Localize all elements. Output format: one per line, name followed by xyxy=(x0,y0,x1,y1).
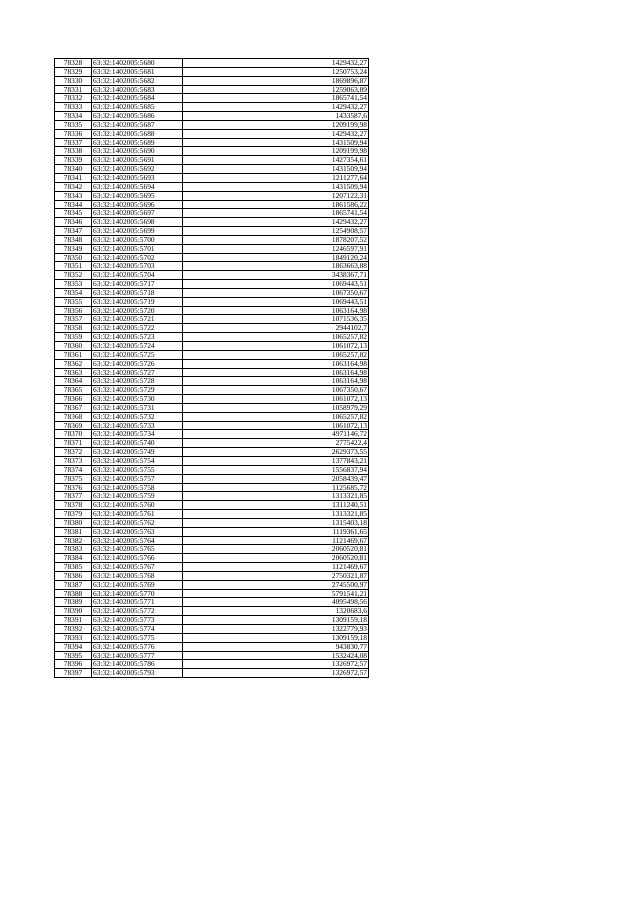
table-row xyxy=(55,633,369,642)
table-row xyxy=(55,651,369,660)
cadastral-value-cell: 1429432,27 xyxy=(183,103,369,112)
row-number-cell: 78330 xyxy=(55,76,92,85)
table-row xyxy=(55,571,369,580)
table-row xyxy=(55,492,369,501)
cadastral-number-cell: 63:32:1402005:5697 xyxy=(92,209,183,218)
table-row xyxy=(55,280,369,289)
row-number-cell: 78365 xyxy=(55,386,92,395)
row-number-cell: 78368 xyxy=(55,412,92,421)
cadastral-value-cell: 1320683,6 xyxy=(183,607,369,616)
row-number-cell: 78348 xyxy=(55,235,92,244)
cadastral-number-cell: 63:32:1402005:5729 xyxy=(92,386,183,395)
cadastral-number-cell: 63:32:1402005:5749 xyxy=(92,448,183,457)
cadastral-value-cell: 2745500,97 xyxy=(183,580,369,589)
cadastral-value-cell: 1119361,65 xyxy=(183,527,369,536)
row-number-cell: 78378 xyxy=(55,501,92,510)
row-number-cell: 78393 xyxy=(55,633,92,642)
cadastral-number-cell: 63:32:1402005:5725 xyxy=(92,350,183,359)
cadastral-number-cell: 63:32:1402005:5777 xyxy=(92,651,183,660)
cadastral-value-cell: 3438367,71 xyxy=(183,271,369,280)
table-row xyxy=(55,527,369,536)
cadastral-value-table xyxy=(54,58,369,678)
cadastral-number-cell: 63:32:1402005:5762 xyxy=(92,518,183,527)
cadastral-number-cell: 63:32:1402005:5723 xyxy=(92,333,183,342)
cadastral-number-cell: 63:32:1402005:5698 xyxy=(92,218,183,227)
cadastral-value-cell: 4095498,56 xyxy=(183,598,369,607)
cadastral-number-cell: 63:32:1402005:5732 xyxy=(92,412,183,421)
table-row xyxy=(55,642,369,651)
cadastral-value-cell: 1061072,13 xyxy=(183,342,369,351)
row-number-cell: 78346 xyxy=(55,218,92,227)
row-number-cell: 78337 xyxy=(55,138,92,147)
table-row xyxy=(55,510,369,519)
cadastral-number-cell: 63:32:1402005:5701 xyxy=(92,244,183,253)
table-row xyxy=(55,421,369,430)
table-row xyxy=(55,474,369,483)
row-number-cell: 78387 xyxy=(55,580,92,589)
table-row xyxy=(55,235,369,244)
cadastral-value-cell: 1429432,27 xyxy=(183,218,369,227)
table-row xyxy=(55,377,369,386)
cadastral-number-cell: 63:32:1402005:5694 xyxy=(92,182,183,191)
cadastral-number-cell: 63:32:1402005:5754 xyxy=(92,456,183,465)
table-row xyxy=(55,333,369,342)
table-row xyxy=(55,448,369,457)
cadastral-number-cell: 63:32:1402005:5721 xyxy=(92,315,183,324)
table-row xyxy=(55,112,369,121)
cadastral-number-cell: 63:32:1402005:5720 xyxy=(92,306,183,315)
cadastral-value-cell: 1061072,13 xyxy=(183,395,369,404)
cadastral-number-cell: 63:32:1402005:5793 xyxy=(92,669,183,678)
table-row xyxy=(55,218,369,227)
cadastral-value-cell: 1431509,94 xyxy=(183,165,369,174)
cadastral-value-cell: 1431509,94 xyxy=(183,182,369,191)
cadastral-number-cell: 63:32:1402005:5682 xyxy=(92,76,183,85)
cadastral-value-cell: 1121469,67 xyxy=(183,536,369,545)
cadastral-number-cell: 63:32:1402005:5776 xyxy=(92,642,183,651)
cadastral-number-cell: 63:32:1402005:5768 xyxy=(92,571,183,580)
row-number-cell: 78386 xyxy=(55,571,92,580)
cadastral-value-cell: 1063164,98 xyxy=(183,359,369,368)
cadastral-value-cell: 1254908,57 xyxy=(183,227,369,236)
row-number-cell: 78355 xyxy=(55,297,92,306)
cadastral-number-cell: 63:32:1402005:5769 xyxy=(92,580,183,589)
row-number-cell: 78380 xyxy=(55,518,92,527)
row-number-cell: 78377 xyxy=(55,492,92,501)
cadastral-number-cell: 63:32:1402005:5681 xyxy=(92,67,183,76)
cadastral-number-cell: 63:32:1402005:5730 xyxy=(92,395,183,404)
cadastral-number-cell: 63:32:1402005:5722 xyxy=(92,324,183,333)
row-number-cell: 78395 xyxy=(55,651,92,660)
cadastral-value-cell: 1849120,24 xyxy=(183,253,369,262)
row-number-cell: 78341 xyxy=(55,173,92,182)
cadastral-number-cell: 63:32:1402005:5759 xyxy=(92,492,183,501)
table-row xyxy=(55,324,369,333)
table-row xyxy=(55,403,369,412)
row-number-cell: 78359 xyxy=(55,333,92,342)
table-row xyxy=(55,306,369,315)
cadastral-number-cell: 63:32:1402005:5699 xyxy=(92,227,183,236)
row-number-cell: 78354 xyxy=(55,288,92,297)
table-row xyxy=(55,67,369,76)
table-row xyxy=(55,315,369,324)
cadastral-number-cell: 63:32:1402005:5764 xyxy=(92,536,183,545)
cadastral-value-cell: 1313321,85 xyxy=(183,510,369,519)
row-number-cell: 78350 xyxy=(55,253,92,262)
cadastral-number-cell: 63:32:1402005:5733 xyxy=(92,421,183,430)
cadastral-number-cell: 63:32:1402005:5689 xyxy=(92,138,183,147)
table-row xyxy=(55,580,369,589)
table-row xyxy=(55,200,369,209)
cadastral-value-cell: 2060520,81 xyxy=(183,554,369,563)
table-row xyxy=(55,297,369,306)
cadastral-number-cell: 63:32:1402005:5692 xyxy=(92,165,183,174)
row-number-cell: 78379 xyxy=(55,510,92,519)
table-row xyxy=(55,94,369,103)
cadastral-number-cell: 63:32:1402005:5684 xyxy=(92,94,183,103)
table-row xyxy=(55,536,369,545)
cadastral-number-cell: 63:32:1402005:5740 xyxy=(92,439,183,448)
cadastral-number-cell: 63:32:1402005:5687 xyxy=(92,120,183,129)
table-row xyxy=(55,439,369,448)
cadastral-number-cell: 63:32:1402005:5726 xyxy=(92,359,183,368)
cadastral-number-cell: 63:32:1402005:5755 xyxy=(92,465,183,474)
row-number-cell: 78367 xyxy=(55,403,92,412)
cadastral-value-cell: 1326972,57 xyxy=(183,660,369,669)
row-number-cell: 78349 xyxy=(55,244,92,253)
table-row xyxy=(55,129,369,138)
row-number-cell: 78360 xyxy=(55,342,92,351)
table-row xyxy=(55,209,369,218)
cadastral-value-cell: 1532424,08 xyxy=(183,651,369,660)
table-row xyxy=(55,483,369,492)
cadastral-number-cell: 63:32:1402005:5786 xyxy=(92,660,183,669)
cadastral-value-cell: 1246597,91 xyxy=(183,244,369,253)
cadastral-value-cell: 1309159,18 xyxy=(183,633,369,642)
cadastral-number-cell: 63:32:1402005:5691 xyxy=(92,156,183,165)
row-number-cell: 78334 xyxy=(55,112,92,121)
table-row xyxy=(55,182,369,191)
table-row xyxy=(55,563,369,572)
table-row xyxy=(55,386,369,395)
row-number-cell: 78363 xyxy=(55,368,92,377)
table-row xyxy=(55,395,369,404)
cadastral-value-cell: 1063164,98 xyxy=(183,306,369,315)
cadastral-value-cell: 5791541,21 xyxy=(183,589,369,598)
cadastral-number-cell: 63:32:1402005:5727 xyxy=(92,368,183,377)
cadastral-number-cell: 63:32:1402005:5703 xyxy=(92,262,183,271)
cadastral-number-cell: 63:32:1402005:5757 xyxy=(92,474,183,483)
row-number-cell: 78364 xyxy=(55,377,92,386)
row-number-cell: 78345 xyxy=(55,209,92,218)
row-number-cell: 78382 xyxy=(55,536,92,545)
table-row xyxy=(55,598,369,607)
cadastral-value-cell: 1250753,24 xyxy=(183,67,369,76)
row-number-cell: 78384 xyxy=(55,554,92,563)
cadastral-value-cell: 1067350,67 xyxy=(183,288,369,297)
cadastral-value-cell: 1065257,82 xyxy=(183,333,369,342)
cadastral-value-cell: 1121469,67 xyxy=(183,563,369,572)
cadastral-number-cell: 63:32:1402005:5760 xyxy=(92,501,183,510)
row-number-cell: 78372 xyxy=(55,448,92,457)
cadastral-value-cell: 2775422,4 xyxy=(183,439,369,448)
cadastral-value-cell: 1125685,72 xyxy=(183,483,369,492)
row-number-cell: 78375 xyxy=(55,474,92,483)
row-number-cell: 78328 xyxy=(55,59,92,68)
cadastral-number-cell: 63:32:1402005:5767 xyxy=(92,563,183,572)
row-number-cell: 78381 xyxy=(55,527,92,536)
row-number-cell: 78343 xyxy=(55,191,92,200)
table-row xyxy=(55,59,369,68)
table-row xyxy=(55,342,369,351)
row-number-cell: 78391 xyxy=(55,616,92,625)
row-number-cell: 78370 xyxy=(55,430,92,439)
row-number-cell: 78347 xyxy=(55,227,92,236)
table-row xyxy=(55,554,369,563)
table-row xyxy=(55,120,369,129)
table-row xyxy=(55,607,369,616)
cadastral-number-cell: 63:32:1402005:5772 xyxy=(92,607,183,616)
table-row xyxy=(55,501,369,510)
cadastral-number-cell: 63:32:1402005:5717 xyxy=(92,280,183,289)
cadastral-value-cell: 1063164,98 xyxy=(183,368,369,377)
cadastral-number-cell: 63:32:1402005:5690 xyxy=(92,147,183,156)
cadastral-value-cell: 1431509,94 xyxy=(183,138,369,147)
cadastral-value-cell: 1313321,85 xyxy=(183,492,369,501)
cadastral-value-cell: 1322779,93 xyxy=(183,625,369,634)
cadastral-value-cell: 2060520,81 xyxy=(183,545,369,554)
cadastral-value-cell: 1433587,6 xyxy=(183,112,369,121)
row-number-cell: 78344 xyxy=(55,200,92,209)
table-row xyxy=(55,271,369,280)
cadastral-number-cell: 63:32:1402005:5702 xyxy=(92,253,183,262)
row-number-cell: 78374 xyxy=(55,465,92,474)
cadastral-number-cell: 63:32:1402005:5766 xyxy=(92,554,183,563)
table-row xyxy=(55,359,369,368)
cadastral-value-cell: 943830,77 xyxy=(183,642,369,651)
table-row xyxy=(55,518,369,527)
row-number-cell: 78371 xyxy=(55,439,92,448)
table-row xyxy=(55,660,369,669)
cadastral-value-cell: 1065257,82 xyxy=(183,350,369,359)
cadastral-value-cell: 1207122,31 xyxy=(183,191,369,200)
row-number-cell: 78340 xyxy=(55,165,92,174)
cadastral-value-cell: 1209199,98 xyxy=(183,120,369,129)
cadastral-value-cell: 1071536,35 xyxy=(183,315,369,324)
cadastral-number-cell: 63:32:1402005:5704 xyxy=(92,271,183,280)
table-row xyxy=(55,616,369,625)
cadastral-number-cell: 63:32:1402005:5761 xyxy=(92,510,183,519)
row-number-cell: 78390 xyxy=(55,607,92,616)
row-number-cell: 78353 xyxy=(55,280,92,289)
row-number-cell: 78342 xyxy=(55,182,92,191)
row-number-cell: 78389 xyxy=(55,598,92,607)
table-row xyxy=(55,103,369,112)
row-number-cell: 78376 xyxy=(55,483,92,492)
cadastral-value-cell: 1869896,87 xyxy=(183,76,369,85)
cadastral-value-cell: 1429432,27 xyxy=(183,129,369,138)
cadastral-number-cell: 63:32:1402005:5719 xyxy=(92,297,183,306)
row-number-cell: 78397 xyxy=(55,669,92,678)
table-row xyxy=(55,262,369,271)
cadastral-number-cell: 63:32:1402005:5680 xyxy=(92,59,183,68)
table-row xyxy=(55,456,369,465)
cadastral-number-cell: 63:32:1402005:5734 xyxy=(92,430,183,439)
table-row xyxy=(55,165,369,174)
row-number-cell: 78333 xyxy=(55,103,92,112)
row-number-cell: 78385 xyxy=(55,563,92,572)
table-row xyxy=(55,191,369,200)
cadastral-value-cell: 1865741,54 xyxy=(183,209,369,218)
cadastral-number-cell: 63:32:1402005:5685 xyxy=(92,103,183,112)
table-row xyxy=(55,430,369,439)
row-number-cell: 78352 xyxy=(55,271,92,280)
cadastral-value-cell: 2750321,87 xyxy=(183,571,369,580)
cadastral-number-cell: 63:32:1402005:5775 xyxy=(92,633,183,642)
cadastral-value-cell: 1863663,88 xyxy=(183,262,369,271)
cadastral-value-cell: 1259063,89 xyxy=(183,85,369,94)
row-number-cell: 78332 xyxy=(55,94,92,103)
cadastral-number-cell: 63:32:1402005:5728 xyxy=(92,377,183,386)
cadastral-value-cell: 1058979,29 xyxy=(183,403,369,412)
table-row xyxy=(55,545,369,554)
row-number-cell: 78331 xyxy=(55,85,92,94)
cadastral-value-cell: 1326972,57 xyxy=(183,669,369,678)
cadastral-value-cell: 2944102,7 xyxy=(183,324,369,333)
cadastral-number-cell: 63:32:1402005:5695 xyxy=(92,191,183,200)
cadastral-number-cell: 63:32:1402005:5683 xyxy=(92,85,183,94)
row-number-cell: 78336 xyxy=(55,129,92,138)
cadastral-number-cell: 63:32:1402005:5774 xyxy=(92,625,183,634)
cadastral-number-cell: 63:32:1402005:5758 xyxy=(92,483,183,492)
cadastral-number-cell: 63:32:1402005:5771 xyxy=(92,598,183,607)
table-row xyxy=(55,138,369,147)
cadastral-value-cell: 1861586,22 xyxy=(183,200,369,209)
row-number-cell: 78356 xyxy=(55,306,92,315)
row-number-cell: 78338 xyxy=(55,147,92,156)
row-number-cell: 78366 xyxy=(55,395,92,404)
table-row xyxy=(55,253,369,262)
cadastral-value-cell: 1069443,51 xyxy=(183,280,369,289)
cadastral-value-cell: 1211277,64 xyxy=(183,173,369,182)
cadastral-value-cell: 4971146,72 xyxy=(183,430,369,439)
cadastral-value-cell: 2629373,55 xyxy=(183,448,369,457)
cadastral-number-cell: 63:32:1402005:5696 xyxy=(92,200,183,209)
row-number-cell: 78351 xyxy=(55,262,92,271)
table-row xyxy=(55,412,369,421)
row-number-cell: 78339 xyxy=(55,156,92,165)
table-row xyxy=(55,244,369,253)
cadastral-value-cell: 1429432,27 xyxy=(183,59,369,68)
table-row xyxy=(55,465,369,474)
row-number-cell: 78335 xyxy=(55,120,92,129)
cadastral-number-cell: 63:32:1402005:5688 xyxy=(92,129,183,138)
row-number-cell: 78373 xyxy=(55,456,92,465)
cadastral-value-cell: 1377843,21 xyxy=(183,456,369,465)
table-row xyxy=(55,147,369,156)
table-body xyxy=(55,59,369,678)
row-number-cell: 78361 xyxy=(55,350,92,359)
cadastral-value-cell: 1069443,51 xyxy=(183,297,369,306)
table-row xyxy=(55,625,369,634)
table-row xyxy=(55,173,369,182)
row-number-cell: 78388 xyxy=(55,589,92,598)
cadastral-number-cell: 63:32:1402005:5686 xyxy=(92,112,183,121)
table-row xyxy=(55,76,369,85)
table-row xyxy=(55,350,369,359)
cadastral-value-cell: 1315403,18 xyxy=(183,518,369,527)
row-number-cell: 78329 xyxy=(55,67,92,76)
cadastral-value-cell: 1065257,82 xyxy=(183,412,369,421)
cadastral-number-cell: 63:32:1402005:5731 xyxy=(92,403,183,412)
cadastral-number-cell: 63:32:1402005:5773 xyxy=(92,616,183,625)
table-row xyxy=(55,288,369,297)
cadastral-number-cell: 63:32:1402005:5693 xyxy=(92,173,183,182)
cadastral-number-cell: 63:32:1402005:5770 xyxy=(92,589,183,598)
table-row xyxy=(55,368,369,377)
row-number-cell: 78396 xyxy=(55,660,92,669)
row-number-cell: 78362 xyxy=(55,359,92,368)
cadastral-value-cell: 1309159,18 xyxy=(183,616,369,625)
row-number-cell: 78383 xyxy=(55,545,92,554)
row-number-cell: 78394 xyxy=(55,642,92,651)
table-row xyxy=(55,669,369,678)
row-number-cell: 78358 xyxy=(55,324,92,333)
cadastral-value-cell: 1427354,61 xyxy=(183,156,369,165)
cadastral-number-cell: 63:32:1402005:5700 xyxy=(92,235,183,244)
cadastral-value-cell: 1063164,98 xyxy=(183,377,369,386)
row-number-cell: 78392 xyxy=(55,625,92,634)
cadastral-number-cell: 63:32:1402005:5763 xyxy=(92,527,183,536)
cadastral-value-cell: 1865741,54 xyxy=(183,94,369,103)
cadastral-value-cell: 1061072,13 xyxy=(183,421,369,430)
table-row xyxy=(55,589,369,598)
cadastral-number-cell: 63:32:1402005:5765 xyxy=(92,545,183,554)
table-row xyxy=(55,85,369,94)
cadastral-value-cell: 1878207,52 xyxy=(183,235,369,244)
cadastral-value-cell: 2058439,47 xyxy=(183,474,369,483)
table-row xyxy=(55,227,369,236)
table-row xyxy=(55,156,369,165)
cadastral-value-cell: 1556837,94 xyxy=(183,465,369,474)
row-number-cell: 78369 xyxy=(55,421,92,430)
cadastral-value-cell: 1311240,51 xyxy=(183,501,369,510)
cadastral-value-cell: 1209199,98 xyxy=(183,147,369,156)
cadastral-number-cell: 63:32:1402005:5718 xyxy=(92,288,183,297)
cadastral-value-cell: 1067350,67 xyxy=(183,386,369,395)
cadastral-number-cell: 63:32:1402005:5724 xyxy=(92,342,183,351)
row-number-cell: 78357 xyxy=(55,315,92,324)
